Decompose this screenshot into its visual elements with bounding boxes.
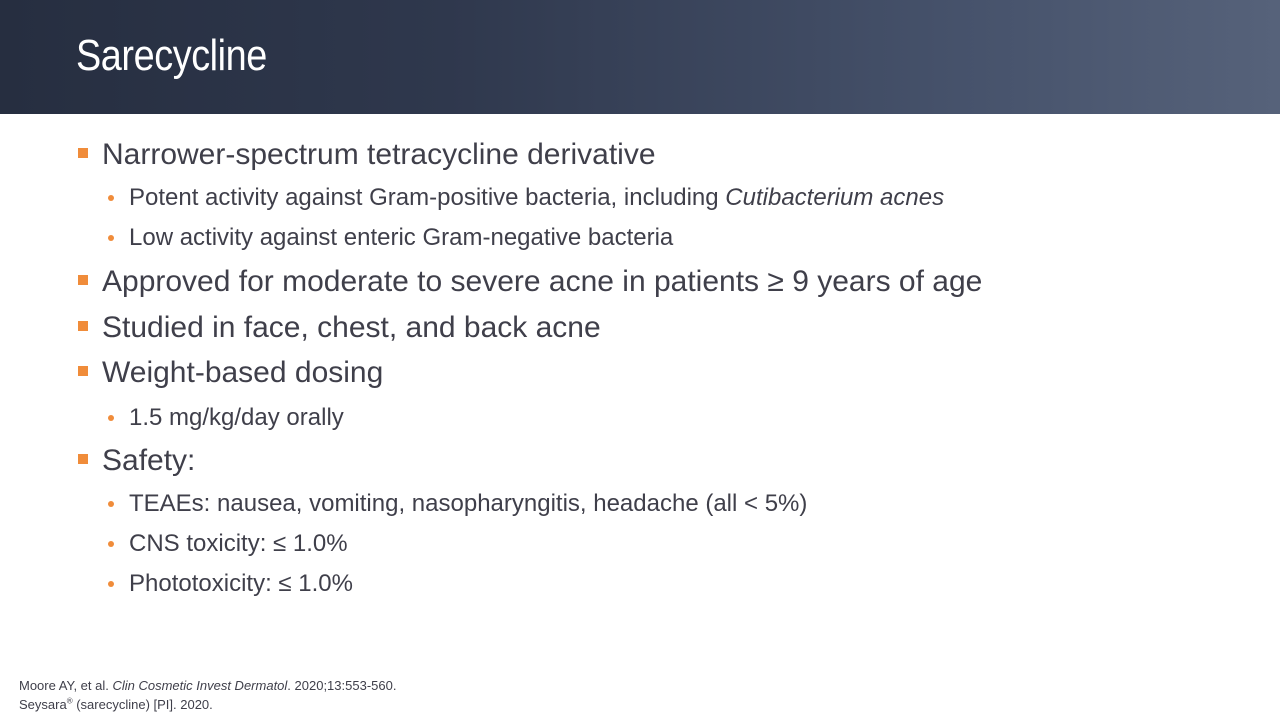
dot-bullet-icon xyxy=(108,235,114,241)
reference-1 xyxy=(19,676,396,695)
sub-bullet-text xyxy=(129,183,944,213)
sub-bullet-text: Low activity against enteric Gram-negative bacteria xyxy=(129,224,674,251)
bullet-text: Studied in face, chest, and back acne xyxy=(102,311,601,344)
reference-1-details: . 2020;13:553-560. xyxy=(287,678,397,693)
dot-bullet-icon xyxy=(108,415,114,421)
bullet-text: Weight-based dosing xyxy=(102,356,384,389)
reference-2-brand: Seysara xyxy=(19,697,67,712)
reference-1-authors: Moore AY, et al. xyxy=(19,678,113,693)
sub-bullet-text: Phototoxicity: ≤ 1.0% xyxy=(129,570,353,597)
square-bullet-icon xyxy=(78,148,88,158)
square-bullet-icon xyxy=(78,275,88,285)
square-bullet-icon xyxy=(78,454,88,464)
square-bullet-icon xyxy=(78,366,88,376)
bullet-text: Approved for moderate to severe acne in patients ≥ 9 years of age xyxy=(102,265,983,298)
dot-bullet-icon xyxy=(108,581,114,587)
reference-1-journal: Clin Cosmetic Invest Dermatol xyxy=(112,678,288,693)
dot-bullet-icon xyxy=(108,195,114,201)
references xyxy=(19,676,396,714)
sub-bullet-text-prefix: Potent activity against Gram-positive bacteria, including xyxy=(129,184,726,211)
sub-bullet-text: 1.5 mg/kg/day orally xyxy=(129,404,344,431)
sub-bullet-text-species: Cutibacterium acnes xyxy=(725,184,945,211)
sub-bullet-text: TEAEs: nausea, vomiting, nasopharyngitis, headache (all < 5%) xyxy=(129,490,808,517)
bullet-text: Narrower-spectrum tetracycline derivative xyxy=(102,138,656,171)
registered-mark: ® xyxy=(66,696,73,706)
bullet-text: Safety: xyxy=(102,444,196,477)
reference-2-details: (sarecycline) [PI]. 2020. xyxy=(72,697,213,712)
dot-bullet-icon xyxy=(108,501,114,507)
reference-2 xyxy=(19,695,396,714)
dot-bullet-icon xyxy=(108,541,114,547)
slide-title: Sarecycline xyxy=(76,31,267,80)
square-bullet-icon xyxy=(78,321,88,331)
header-bar xyxy=(0,0,1280,114)
sub-bullet-text: CNS toxicity: ≤ 1.0% xyxy=(129,530,348,557)
